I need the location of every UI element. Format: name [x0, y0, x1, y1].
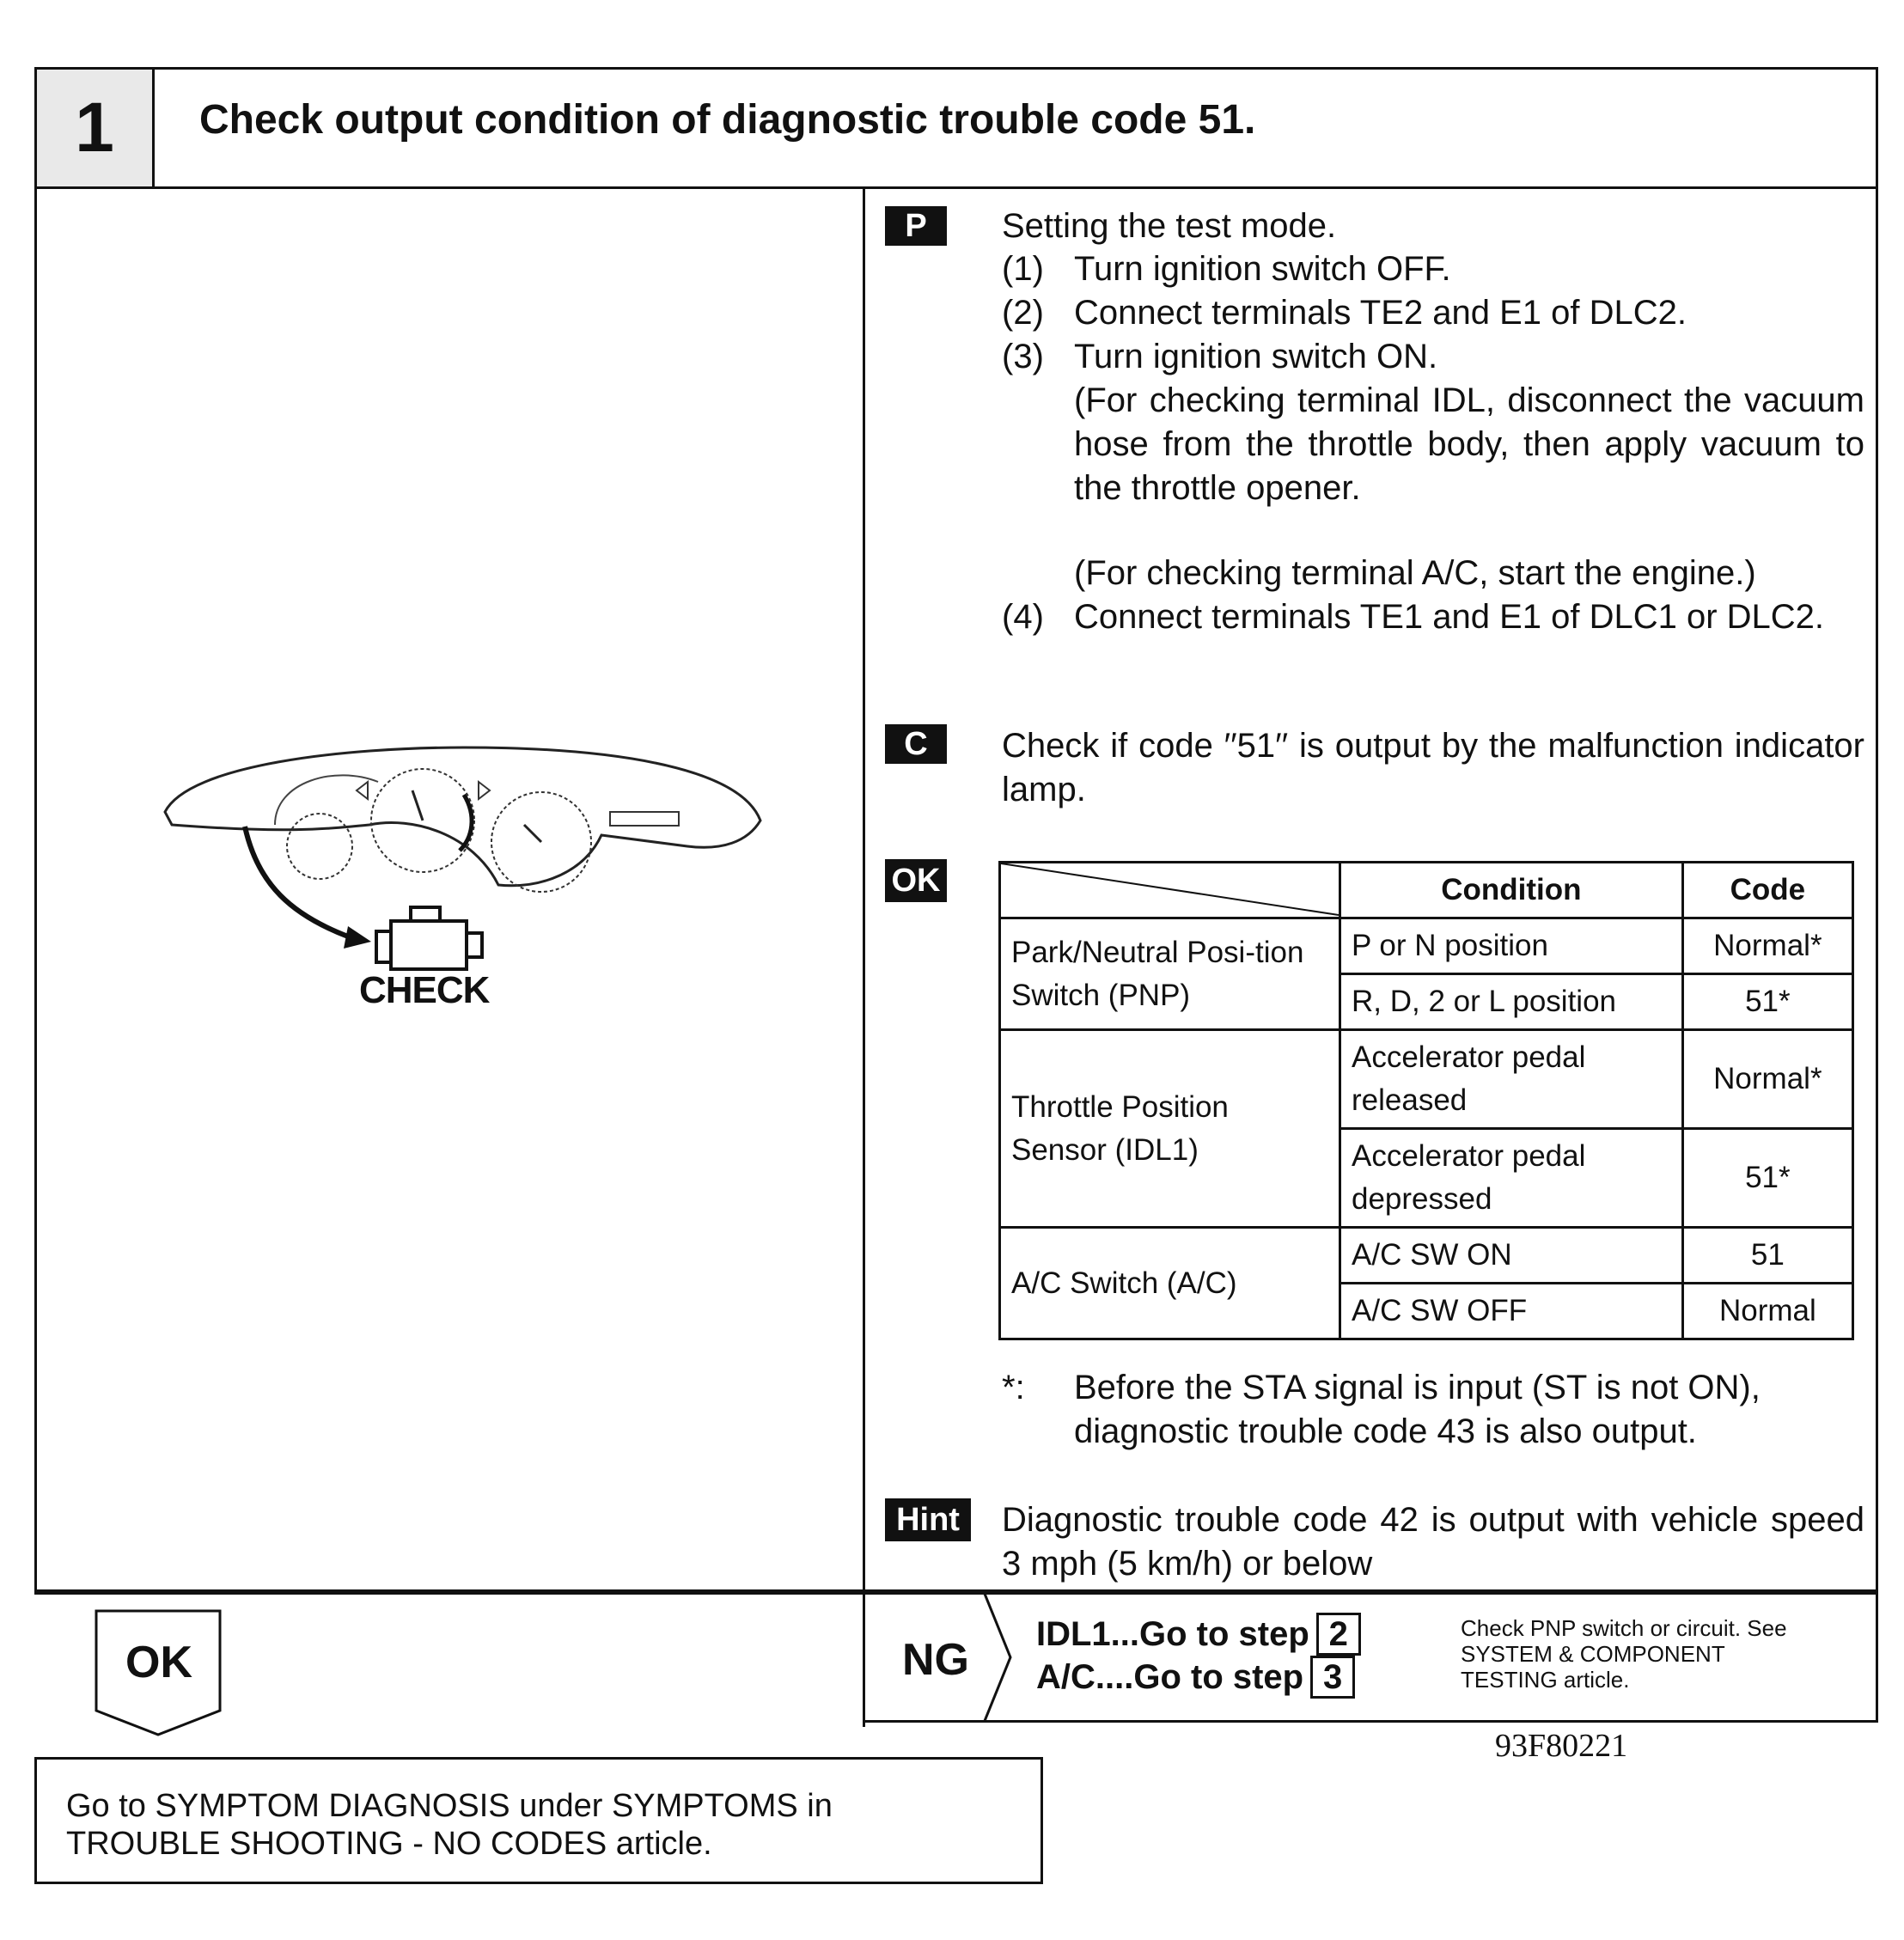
item-pnp: Park/Neutral Posi-tion Switch (PNP)	[1000, 918, 1340, 1030]
ok-result-box	[34, 1757, 1043, 1884]
step-4-text: Connect terminals TE1 and E1 of DLC1 or DLC2.	[1074, 598, 1825, 636]
table-row	[1000, 1228, 1853, 1284]
step-4-num: (4)	[1002, 598, 1044, 636]
tag-hint: Hint	[885, 1498, 971, 1541]
note-idl: (For checking terminal IDL, disconnect the vacuum hose from the throttle body, then apply vacuum to the throttle opener.	[1074, 381, 1864, 507]
condition-cell: A/C SW OFF	[1340, 1284, 1683, 1339]
condition-cell: A/C SW ON	[1340, 1228, 1683, 1284]
code-cell: 51*	[1682, 1129, 1852, 1228]
code-cell: 51*	[1682, 974, 1852, 1030]
ng-label: NG	[902, 1635, 969, 1685]
table-header-row	[1000, 863, 1853, 918]
c-text: Check if code ′′51′′ is output by the malfunction indicator lamp.	[1002, 727, 1864, 808]
step-3-text: Turn ignition switch ON.	[1074, 338, 1438, 375]
ng-step-2-text: A/C....Go to step	[1036, 1658, 1304, 1696]
column-divider	[863, 189, 865, 1727]
footnote-mark: *:	[1002, 1369, 1025, 1406]
ng-step-1	[1036, 1613, 1361, 1656]
code-cell: Normal*	[1682, 918, 1852, 974]
condition-table	[998, 861, 1854, 1340]
table-row	[1000, 918, 1853, 974]
condition-cell: Accelerator pedal released	[1340, 1030, 1683, 1129]
tag-p: P	[885, 206, 947, 246]
header-condition: Condition	[1340, 863, 1683, 918]
footnote-text: Before the STA signal is input (ST is not ON), diagnostic trouble code 43 is also output.	[1074, 1369, 1761, 1450]
code-cell: Normal*	[1682, 1030, 1852, 1129]
header-code: Code	[1682, 863, 1852, 918]
tag-c: C	[885, 724, 947, 764]
item-tps: Throttle Position Sensor (IDL1)	[1000, 1030, 1340, 1228]
figure-code: 93F80221	[1495, 1728, 1628, 1764]
step-3-num: (3)	[1002, 338, 1044, 375]
table-row	[1000, 1030, 1853, 1129]
note-ac: (For checking terminal A/C, start the engine.)	[1074, 554, 1756, 592]
step-2-num: (2)	[1002, 294, 1044, 332]
condition-cell: P or N position	[1340, 918, 1683, 974]
page-title: Check output condition of diagnostic trouble code 51.	[199, 97, 1256, 143]
ok-result-text: Go to SYMPTOM DIAGNOSIS under SYMPTOMS in TROUBLE SHOOTING - NO CODES article.	[66, 1788, 833, 1862]
tag-ok: OK	[885, 859, 947, 902]
code-cell: Normal	[1682, 1284, 1852, 1339]
p-heading: Setting the test mode.	[1002, 207, 1337, 245]
item-ac: A/C Switch (A/C)	[1000, 1228, 1340, 1339]
step-3-link[interactable]: 3	[1310, 1656, 1355, 1699]
ng-note: Check PNP switch or circuit. See SYSTEM & COMPONENT TESTING article.	[1461, 1615, 1787, 1693]
check-engine-icon	[376, 907, 482, 969]
step-1-num: (1)	[1002, 250, 1044, 288]
ng-step-1-text: IDL1...Go to step	[1036, 1615, 1309, 1653]
ng-step-2	[1036, 1656, 1355, 1699]
check-caption: CHECK	[359, 969, 490, 1011]
left-bottom-rule	[34, 1592, 863, 1595]
code-cell: 51	[1682, 1228, 1852, 1284]
step-2-link[interactable]: 2	[1316, 1613, 1361, 1656]
step-1-text: Turn ignition switch OFF.	[1074, 250, 1451, 288]
condition-cell: R, D, 2 or L position	[1340, 974, 1683, 1030]
condition-cell: Accelerator pedal depressed	[1340, 1129, 1683, 1228]
hint-text: Diagnostic trouble code 42 is output with vehicle speed 3 mph (5 km/h) or below	[1002, 1501, 1864, 1583]
step-2-text: Connect terminals TE2 and E1 of DLC2.	[1074, 294, 1687, 332]
diagonal-corner-cell	[1000, 863, 1340, 918]
ok-label: OK	[125, 1638, 192, 1687]
step-number: 1	[37, 70, 155, 186]
